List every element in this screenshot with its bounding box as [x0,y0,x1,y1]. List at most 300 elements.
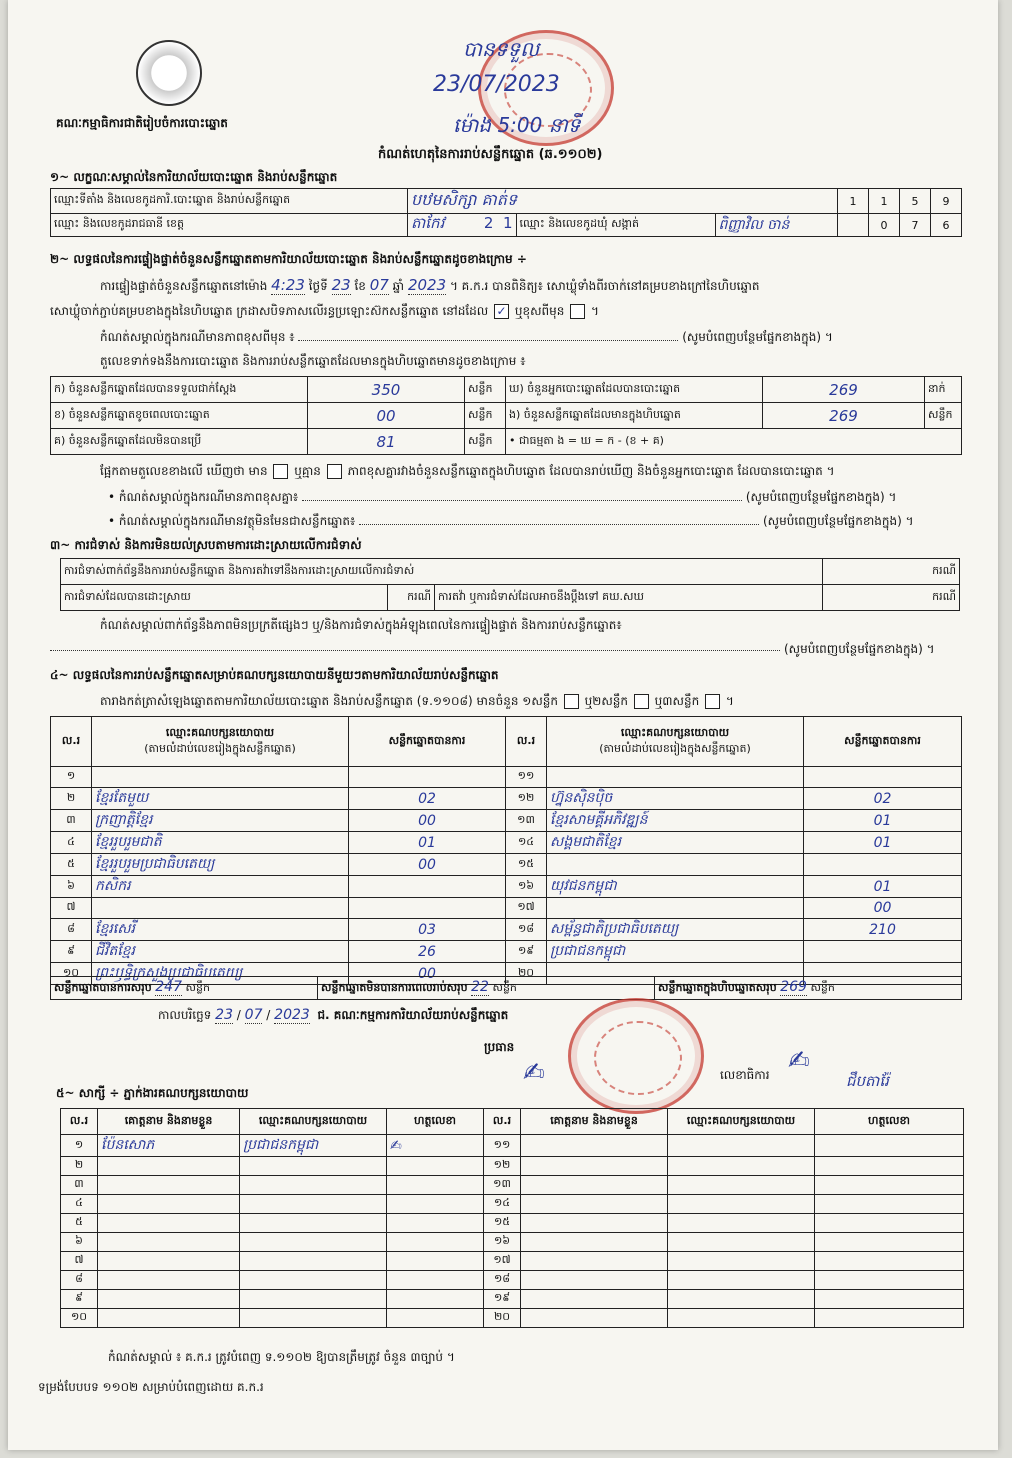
valid-total-label: សន្លឹកឆ្នោតបានការសរុប [54,981,152,994]
witness-name [98,1271,240,1290]
results-votes: 01 [804,876,962,898]
witness-name [521,1233,668,1252]
witness-party [668,1309,815,1328]
commune-name: ពិញ្ញាវិល ចាន់ [715,214,837,237]
chair-label: ប្រធាន [484,1040,515,1054]
witness-row [61,1176,964,1195]
results-party: ជីវិតខ្មែរ [92,941,349,963]
province-value: តាកែវ [411,214,445,232]
witness-row [61,1157,964,1176]
results-no: ២០ [506,963,547,985]
tally-two-label: ឬ២សន្លឹក [584,694,629,708]
results-votes [349,767,506,788]
form-title: កំណត់ហេតុនៃការរាប់សន្លឹកឆ្នោត (ឆ.១១០២) [378,147,603,162]
results-votes: 00 [349,963,506,985]
results-votes: 26 [349,941,506,963]
witness-signature [815,1233,964,1252]
tally-two-checkbox[interactable] [634,694,649,709]
witness-party [240,1195,387,1214]
witness-name [521,1309,668,1328]
difference-note-line [100,330,960,344]
difference-note-label: កំណត់សម្គាល់ក្នុងករណីមានភាពខុសពីមុន ៖ [100,330,295,344]
witness-no: ២ [61,1157,98,1176]
witness-col-party-right: ឈ្មោះគណបក្សនយោបាយ [668,1109,815,1135]
witness-name [521,1214,668,1233]
results-row [51,876,962,898]
witness-row [61,1252,964,1271]
province-name [408,214,517,237]
commune-label: ឈ្មោះ និងលេខកូដឃុំ សង្កាត់ [516,214,715,237]
signing-committee-label: ជ. គណៈកម្មការការិយាល័យរាប់សន្លឹកឆ្នោត [317,1008,509,1022]
witness-signature [387,1290,484,1309]
witness-name: ប៉ែនសោភ [98,1135,240,1157]
tally-three-label: ឬ៣សន្លឹក [654,694,700,708]
results-no: ៤ [51,832,92,854]
results-no: ១៤ [506,832,547,854]
witness-signature [387,1309,484,1328]
witness-no: ១៩ [484,1290,521,1309]
witness-no: ៧ [61,1252,98,1271]
commune-code-1: 0 [869,214,900,237]
valid-total-unit: សន្លឹក [185,981,210,994]
witness-name [98,1214,240,1233]
station-code-2: 1 [869,189,900,214]
witness-signature [815,1309,964,1328]
witness-row [61,1309,964,1328]
witness-table [60,1108,964,1328]
count-voters-label: ឃ) ចំនួនអ្នកបោះឆ្នោតដែលបានបោះឆ្នោត [506,377,763,403]
verify-text: ។ គ.ក.រ បានពិនិត្យ៖ សោឃ្លុំទាំងពីរចាក់នៅគម្របខាងក្រៅនៃហិបឆ្នោត [449,279,760,293]
discrepancy-has-label: ផ្អែកតាមតួលេខខាងលើ ឃើញថា មាន [100,464,268,478]
signing-date-line: កាលបរិច្ឆេទ 23 / 07 / 2023 ជ. គណៈកម្មការការិយាល័យរាប់សន្លឹកឆ្នោត [158,1007,509,1023]
witness-col-party-left: ឈ្មោះគណបក្សនយោបាយ [240,1109,387,1135]
verify-month-label: ខែ [354,279,366,293]
irregularity-note: កំណត់សម្គាល់ពាក់ព័ន្ធនឹងភាពមិនប្រក្រតីផ្សេងៗ ឬ/និងការជំទាស់ក្នុងអំឡុងពេលនៃការផ្ទៀងផ្ទាត់ និងការរាប់សន្លឹកឆ្នោត៖ [100,618,622,632]
signing-date-label: កាលបរិច្ឆេទ [158,1008,212,1022]
box-total-value: 269 [780,979,807,995]
tally-three-checkbox[interactable] [705,694,720,709]
note-difference-line [108,490,964,504]
results-votes [804,767,962,788]
results-row [51,919,962,941]
results-party: ខ្មែររួបរួមប្រជាធិបតេយ្យ [92,854,349,876]
results-votes: 01 [804,832,962,854]
results-no: ៣ [51,810,92,832]
results-no: ១៦ [506,876,547,898]
witness-party [668,1135,815,1157]
discrepancy-no-checkbox[interactable] [327,464,342,479]
results-votes: 03 [349,919,506,941]
box-total-cell [655,977,962,1000]
witness-col-sign-right: ហត្ថលេខា [815,1109,964,1135]
witness-signature [387,1252,484,1271]
witness-name [98,1290,240,1309]
box-total-unit: សន្លឹក [810,981,835,994]
note-foreign-line [108,514,964,528]
witness-signature [815,1271,964,1290]
tally-one-checkbox[interactable] [564,694,579,709]
results-totals [50,976,962,1000]
count-unused-label: គ) ចំនួនសន្លឹកឆ្នោតដែលមិនបានប្រើ [51,429,308,455]
witness-signature [387,1157,484,1176]
org-name: គណៈកម្មាធិការជាតិរៀបចំការបោះឆ្នោត [56,116,228,130]
results-row [51,941,962,963]
witness-party [668,1290,815,1309]
witness-party [668,1195,815,1214]
results-no: ១៩ [506,941,547,963]
count-inbox-value: 269 [763,403,925,429]
results-col-party-title-2: ឈ្មោះគណបក្សនយោបាយ [620,725,730,739]
results-votes: 02 [804,788,962,810]
results-party: កសិករ [92,876,349,898]
witness-signature [815,1135,964,1157]
witness-name [521,1290,668,1309]
section4-heading: ៤~ លទ្ធផលនៃការរាប់សន្លឹកឆ្នោតសម្រាប់គណបក្សនយោបាយនីមួយៗតាមការិយាល័យរាប់សន្លឹកឆ្នោត [50,668,499,682]
province-code-1: 2 [483,214,494,232]
witness-name [98,1252,240,1271]
results-col-votes-right: សន្លឹកឆ្នោតបានការ [804,717,962,767]
form-note: ទម្រង់បែបបទ ១១០២ សម្រាប់បំពេញដោយ គ.ក.រ [38,1380,264,1394]
witness-name [521,1252,668,1271]
province-code-2: 1 [502,214,513,232]
results-party [547,767,804,788]
results-party: ប្រជាជនកម្ពុជា [547,941,804,963]
footnote: កំណត់សម្គាល់ ៖ គ.ក.រ ត្រូវបំពេញ ទ.១១០២ ឱ្យបានត្រឹមត្រូវ ចំនួន ៣ច្បាប់ ។ [108,1350,455,1364]
results-party: សង្គមជាតិខ្មែរ [547,832,804,854]
witness-party [668,1176,815,1195]
witness-no: ៥ [61,1214,98,1233]
results-row [51,788,962,810]
fill-note-3: (សូមបំពេញបន្ថែមផ្នែកខាងក្នុង) ។ [762,514,914,528]
changed-label: ឬខុសពីមុន [514,304,565,318]
resolved-cases: ករណី [388,585,435,611]
results-votes: 01 [349,832,506,854]
changed-checkbox[interactable] [570,304,585,319]
valid-total-value: 247 [155,979,182,995]
commune-code-2: 7 [900,214,931,237]
witness-signature [387,1214,484,1233]
witness-party [668,1214,815,1233]
witness-signature [387,1176,484,1195]
results-no: ៩ [51,941,92,963]
section1-heading: ១~ លក្ខណៈសម្គាល់នៃការិយាល័យបោះឆ្នោត និងរាប់សន្លឹកឆ្នោត [50,170,338,184]
results-no: ១៥ [506,854,547,876]
witness-name [521,1271,668,1290]
results-no: ៨ [51,919,92,941]
witness-signature [815,1157,964,1176]
figures-intro: តួលេខទាក់ទងនឹងការបោះឆ្នោត និងការរាប់សន្លឹកឆ្នោតដែលមានក្នុងហិបឆ្នោតមានដូចខាងក្រោម ៖ [100,354,526,368]
stamp-received: បានទទួល [463,37,540,61]
discrepancy-text: ភាពខុសគ្នារវាងចំនួនសន្លឹកឆ្នោតក្នុងហិបឆ្នោត ដែលបានរាប់ឃើញ និងចំនួនអ្នកបោះឆ្នោត ដែលបានបោះឆ្នោត ។ [347,464,835,478]
count-unused-value: 81 [308,429,465,455]
witness-name [521,1135,668,1157]
witness-party [240,1271,387,1290]
nec-logo [136,40,202,106]
difference-note-fill [298,340,678,341]
witness-party [668,1233,815,1252]
commune-code-3: 6 [931,214,962,237]
results-votes [349,876,506,898]
witness-row [61,1290,964,1309]
witness-signature [815,1290,964,1309]
verify-year: 2023 [407,276,447,294]
results-col-party-left [92,717,349,767]
results-col-party-sub-2: (តាមលំដាប់លេខរៀងក្នុងសន្លឹកឆ្នោត) [599,741,751,755]
witness-col-sign-left: ហត្ថលេខា [387,1109,484,1135]
resolved-label: ការជំទាស់ដែលបានដោះស្រាយ [61,585,388,611]
witness-signature [815,1214,964,1233]
witness-no: ២០ [484,1309,521,1328]
invalid-total-unit: សន្លឹក [492,981,517,994]
chair-signature: ✍ [523,1058,545,1088]
count-voters-unit: នាក់ [925,377,962,403]
results-col-no-right: ល.រ [506,717,547,767]
results-party [547,898,804,919]
witness-no: ១២ [484,1157,521,1176]
witness-no: ១៣ [484,1176,521,1195]
results-col-party-title: ឈ្មោះគណបក្សនយោបាយ [165,725,275,739]
witness-party [668,1271,815,1290]
results-party: ព្រះឫទ្ធិក្រសួងប្រជាធិបតេយ្យ [92,963,349,985]
witness-signature [387,1233,484,1252]
results-votes [804,941,962,963]
witness-party [240,1157,387,1176]
witness-name [521,1157,668,1176]
witness-party [240,1176,387,1195]
province-label: ឈ្មោះ និងលេខកូដរាជធានី ខេត្ត [51,214,408,237]
results-no: ២ [51,788,92,810]
verification-line [100,278,760,293]
results-col-party-right [547,717,804,767]
witness-name [98,1176,240,1195]
count-received-unit: សន្លឹក [465,377,506,403]
results-votes: 210 [804,919,962,941]
note-difference-fill [302,500,742,501]
results-party: ហ្វ៊ុនស៊ិនប៉ិច [547,788,804,810]
count-unused-unit: សន្លឹក [465,429,506,455]
results-row [51,810,962,832]
results-no: ១០ [51,963,92,985]
witness-col-no-right: ល.រ [484,1109,521,1135]
count-spoiled-label: ខ) ចំនួនសន្លឹកឆ្នោតខូចពេលបោះឆ្នោត [51,403,308,429]
valid-total-cell [51,977,318,1000]
results-no: ១៣ [506,810,547,832]
fill-note-1: (សូមបំពេញបន្ថែមផ្នែកខាងក្នុង) ។ [682,330,833,344]
witness-col-no-left: ល.រ [61,1109,98,1135]
results-row [51,854,962,876]
signing-day: 23 [215,1007,233,1023]
witness-party [240,1252,387,1271]
irregularity-fill-line [50,640,780,651]
secretary-signature: ✍ [788,1046,810,1076]
results-row [51,898,962,919]
invalid-total-label: សន្លឹកឆ្នោតមិនបានការពេលរាប់សរុប [321,981,468,994]
fill-note-4: (សូមបំពេញបន្ថែមផ្នែកខាងក្នុង) ។ [784,642,935,656]
witness-row [61,1214,964,1233]
witness-party [240,1290,387,1309]
verify-year-label: ឆ្នាំ [392,279,405,293]
box-total-label: សន្លឹកឆ្នោតក្នុងហិបឆ្នោតសរុប [658,981,777,994]
results-no: ៧ [51,898,92,919]
verify-day: 23 [331,276,351,294]
station-name: បឋមសិក្សា គាត់ទ [408,189,838,214]
witness-no: ១៦ [484,1233,521,1252]
station-code-1: 1 [838,189,869,214]
seal-text: សោឃ្លុំចាក់ភ្ជាប់គម្របខាងក្នុងនៃហិបឆ្នោត ក្រដាសបិទភាសលើរន្ធប្រឡោះស៊កសន្លឹកឆ្នោត នៅដដែល [50,304,489,318]
note-foreign-label: • កំណត់សម្គាល់ក្នុងករណីមានវត្ថុមិនមែនជាសន្លឹកឆ្នោត៖ [108,514,356,528]
objections-row-label: ការជំទាស់ពាក់ព័ន្ធនឹងការរាប់សន្លឹកឆ្នោត និងការតវ៉ាទៅនឹងការដោះស្រាយលើការជំទាស់ [61,559,823,585]
witness-row [61,1135,964,1157]
seal-line: សោឃ្លុំចាក់ភ្ជាប់គម្របខាងក្នុងនៃហិបឆ្នោត ក្រដាសបិទភាសលើរន្ធប្រឡោះស៊កសន្លឹកឆ្នោត នៅដដែល ✓ ឬខុសពីមុន ។ [50,304,599,318]
results-party: ក្រញាត្ដិខ្មែរ [92,810,349,832]
witness-col-name-left: គោត្តនាម និងនាមខ្លួន [98,1109,240,1135]
results-no: ១១ [506,767,547,788]
results-party: ខ្មែរសាមគ្គីអភិវឌ្ឍន៍ [547,810,804,832]
witness-name [98,1157,240,1176]
verify-time-label: ការផ្ទៀងផ្ទាត់ចំនួនសន្លឹកឆ្នោតនៅម៉ោង [100,279,268,293]
verify-day-label: ថ្ងៃទី [308,279,328,293]
signing-month: 07 [244,1007,263,1023]
results-party: យុវជនកម្ពុជា [547,876,804,898]
witness-signature [815,1176,964,1195]
unchanged-check-mark: ✓ [496,304,507,318]
stamp-date: 23/07/2023 [433,72,560,97]
station-code-4: 9 [931,189,962,214]
results-no: ១២ [506,788,547,810]
count-received-value: 350 [308,377,465,403]
count-inbox-label: ង) ចំនួនសន្លឹកឆ្នោតដែលមានក្នុងហិបឆ្នោត [506,403,763,429]
witness-no: ៩ [61,1290,98,1309]
note-difference-label: • កំណត់សម្គាល់ក្នុងករណីមានភាពខុសគ្នា៖ [108,490,299,504]
results-col-votes-left: សន្លឹកឆ្នោតបានការ [349,717,506,767]
appeal-cases: ករណី [823,585,960,611]
witness-no: ៣ [61,1176,98,1195]
unchanged-checkbox[interactable] [494,304,509,319]
tally-one-label: តារាងកត់ត្រាសំឡេងឆ្នោតតាមការិយាល័យបោះឆ្នោត និងរាប់សន្លឹកឆ្នោត (ទ.១១០៨) មានចំនួន ១សន្លឹក [100,694,558,708]
section3-heading: ៣~ ការជំទាស់ និងការមិនយល់ស្របតាមការដោះស្រាយលើការជំទាស់ [50,538,362,552]
witness-name [98,1195,240,1214]
results-col-party-sub: (តាមលំដាប់លេខរៀងក្នុងសន្លឹកឆ្នោត) [144,741,296,755]
objections-row-cases: ករណី [823,559,960,585]
document-page [8,0,998,1450]
station-info-table [50,188,962,237]
counts-table [50,376,962,455]
witness-no: ៤ [61,1195,98,1214]
results-row [51,832,962,854]
witness-no: ១៤ [484,1195,521,1214]
count-formula: • ជាធម្មតា ង = ឃ = ក - (ខ + គ) [506,429,962,455]
invalid-total-cell [318,977,655,1000]
results-votes: 01 [804,810,962,832]
secretary-name: ជឹបតារ៉ែ [846,1072,889,1090]
verify-month: 07 [369,276,389,294]
witness-party: ប្រជាជនកម្ពុជា [240,1135,387,1157]
witness-signature [387,1271,484,1290]
witness-no: ១ [61,1135,98,1157]
witness-name [521,1176,668,1195]
results-no: ៦ [51,876,92,898]
witness-party [240,1309,387,1328]
results-party: ខ្មែរសេរី [92,919,349,941]
appeal-label: ការតវ៉ា ឬការជំទាស់ដែលអាចនឹងប្តឹងទៅ គឃ.សឃ [435,585,823,611]
fill-note-2: (សូមបំពេញបន្ថែមផ្នែកខាងក្នុង) ។ [745,490,897,504]
results-votes [349,898,506,919]
witness-signature: ✍ [387,1135,484,1157]
results-party: ខ្មែររួបរួមជាតិ [92,832,349,854]
witness-signature [387,1195,484,1214]
witness-col-name-right: គោត្តនាម និងនាមខ្លួន [521,1109,668,1135]
tally-sheets-line: តារាងកត់ត្រាសំឡេងឆ្នោតតាមការិយាល័យបោះឆ្នោត និងរាប់សន្លឹកឆ្នោត (ទ.១១០៨) មានចំនួន ១សន្លឹក ឬ២សន្លឹក ឬ៣សន្លឹក ។ [100,694,734,708]
discrepancy-yes-checkbox[interactable] [273,464,288,479]
results-table [50,716,962,985]
witness-no: ១៧ [484,1252,521,1271]
count-spoiled-value: 00 [308,403,465,429]
witness-no: ៨ [61,1271,98,1290]
section5-heading: ៥~ សាក្សី ÷ ភ្នាក់ងារគណបក្សនយោបាយ [56,1086,249,1100]
results-party [547,854,804,876]
witness-row [61,1271,964,1290]
witness-no: ៦ [61,1233,98,1252]
witness-no: ១៥ [484,1214,521,1233]
witness-name [98,1309,240,1328]
results-votes: 00 [349,854,506,876]
results-party [92,898,349,919]
objections-table [60,558,960,611]
results-row [51,767,962,788]
witness-signature [815,1252,964,1271]
witness-party [240,1233,387,1252]
results-votes: 00 [804,898,962,919]
count-spoiled-unit: សន្លឹក [465,403,506,429]
results-votes: 02 [349,788,506,810]
province-code [484,214,513,232]
witness-no: ១៨ [484,1271,521,1290]
results-no: ៥ [51,854,92,876]
section2-heading: ២~ លទ្ធផលនៃការផ្ទៀងផ្ទាត់ចំនួនសន្លឹកឆ្នោតតាមការិយាល័យបោះឆ្នោត និងរាប់សន្លឹកឆ្នោតដូចខាងក្រោម ÷ [50,252,527,266]
discrepancy-no-label: ឬគ្មាន [294,464,321,478]
results-no: ១ [51,767,92,788]
commune-code-spacer [838,214,869,237]
discrepancy-line [100,464,835,479]
witness-signature [815,1195,964,1214]
witness-row [61,1195,964,1214]
results-votes [804,854,962,876]
results-no: ១៧ [506,898,547,919]
results-party [92,767,349,788]
verify-time: 4:23 [271,276,305,294]
witness-party [240,1214,387,1233]
results-col-no-left: ល.រ [51,717,92,767]
witness-row [61,1233,964,1252]
note-foreign-fill [359,524,759,525]
witness-party [668,1157,815,1176]
stamp-time: ម៉ោង 5:00 នាទី [453,113,581,137]
witness-name [98,1233,240,1252]
witness-party [668,1252,815,1271]
signing-year: 2023 [274,1007,310,1023]
invalid-total-value: 22 [471,979,489,995]
results-votes: 00 [349,810,506,832]
count-voters-value: 269 [763,377,925,403]
committee-seal [568,998,704,1114]
station-code-3: 5 [900,189,931,214]
witness-no: ១០ [61,1309,98,1328]
secretary-label: លេខាធិការ [720,1068,770,1082]
station-label: ឈ្មោះទីតាំង និងលេខកូដការិ.បោះឆ្នោត និងរាប់សន្លឹកឆ្នោត [51,189,408,214]
results-party: ខ្មែរតែមួយ [92,788,349,810]
results-party: សម្ព័ន្ធជាតិប្រជាធិបតេយ្យ [547,919,804,941]
witness-name [521,1195,668,1214]
